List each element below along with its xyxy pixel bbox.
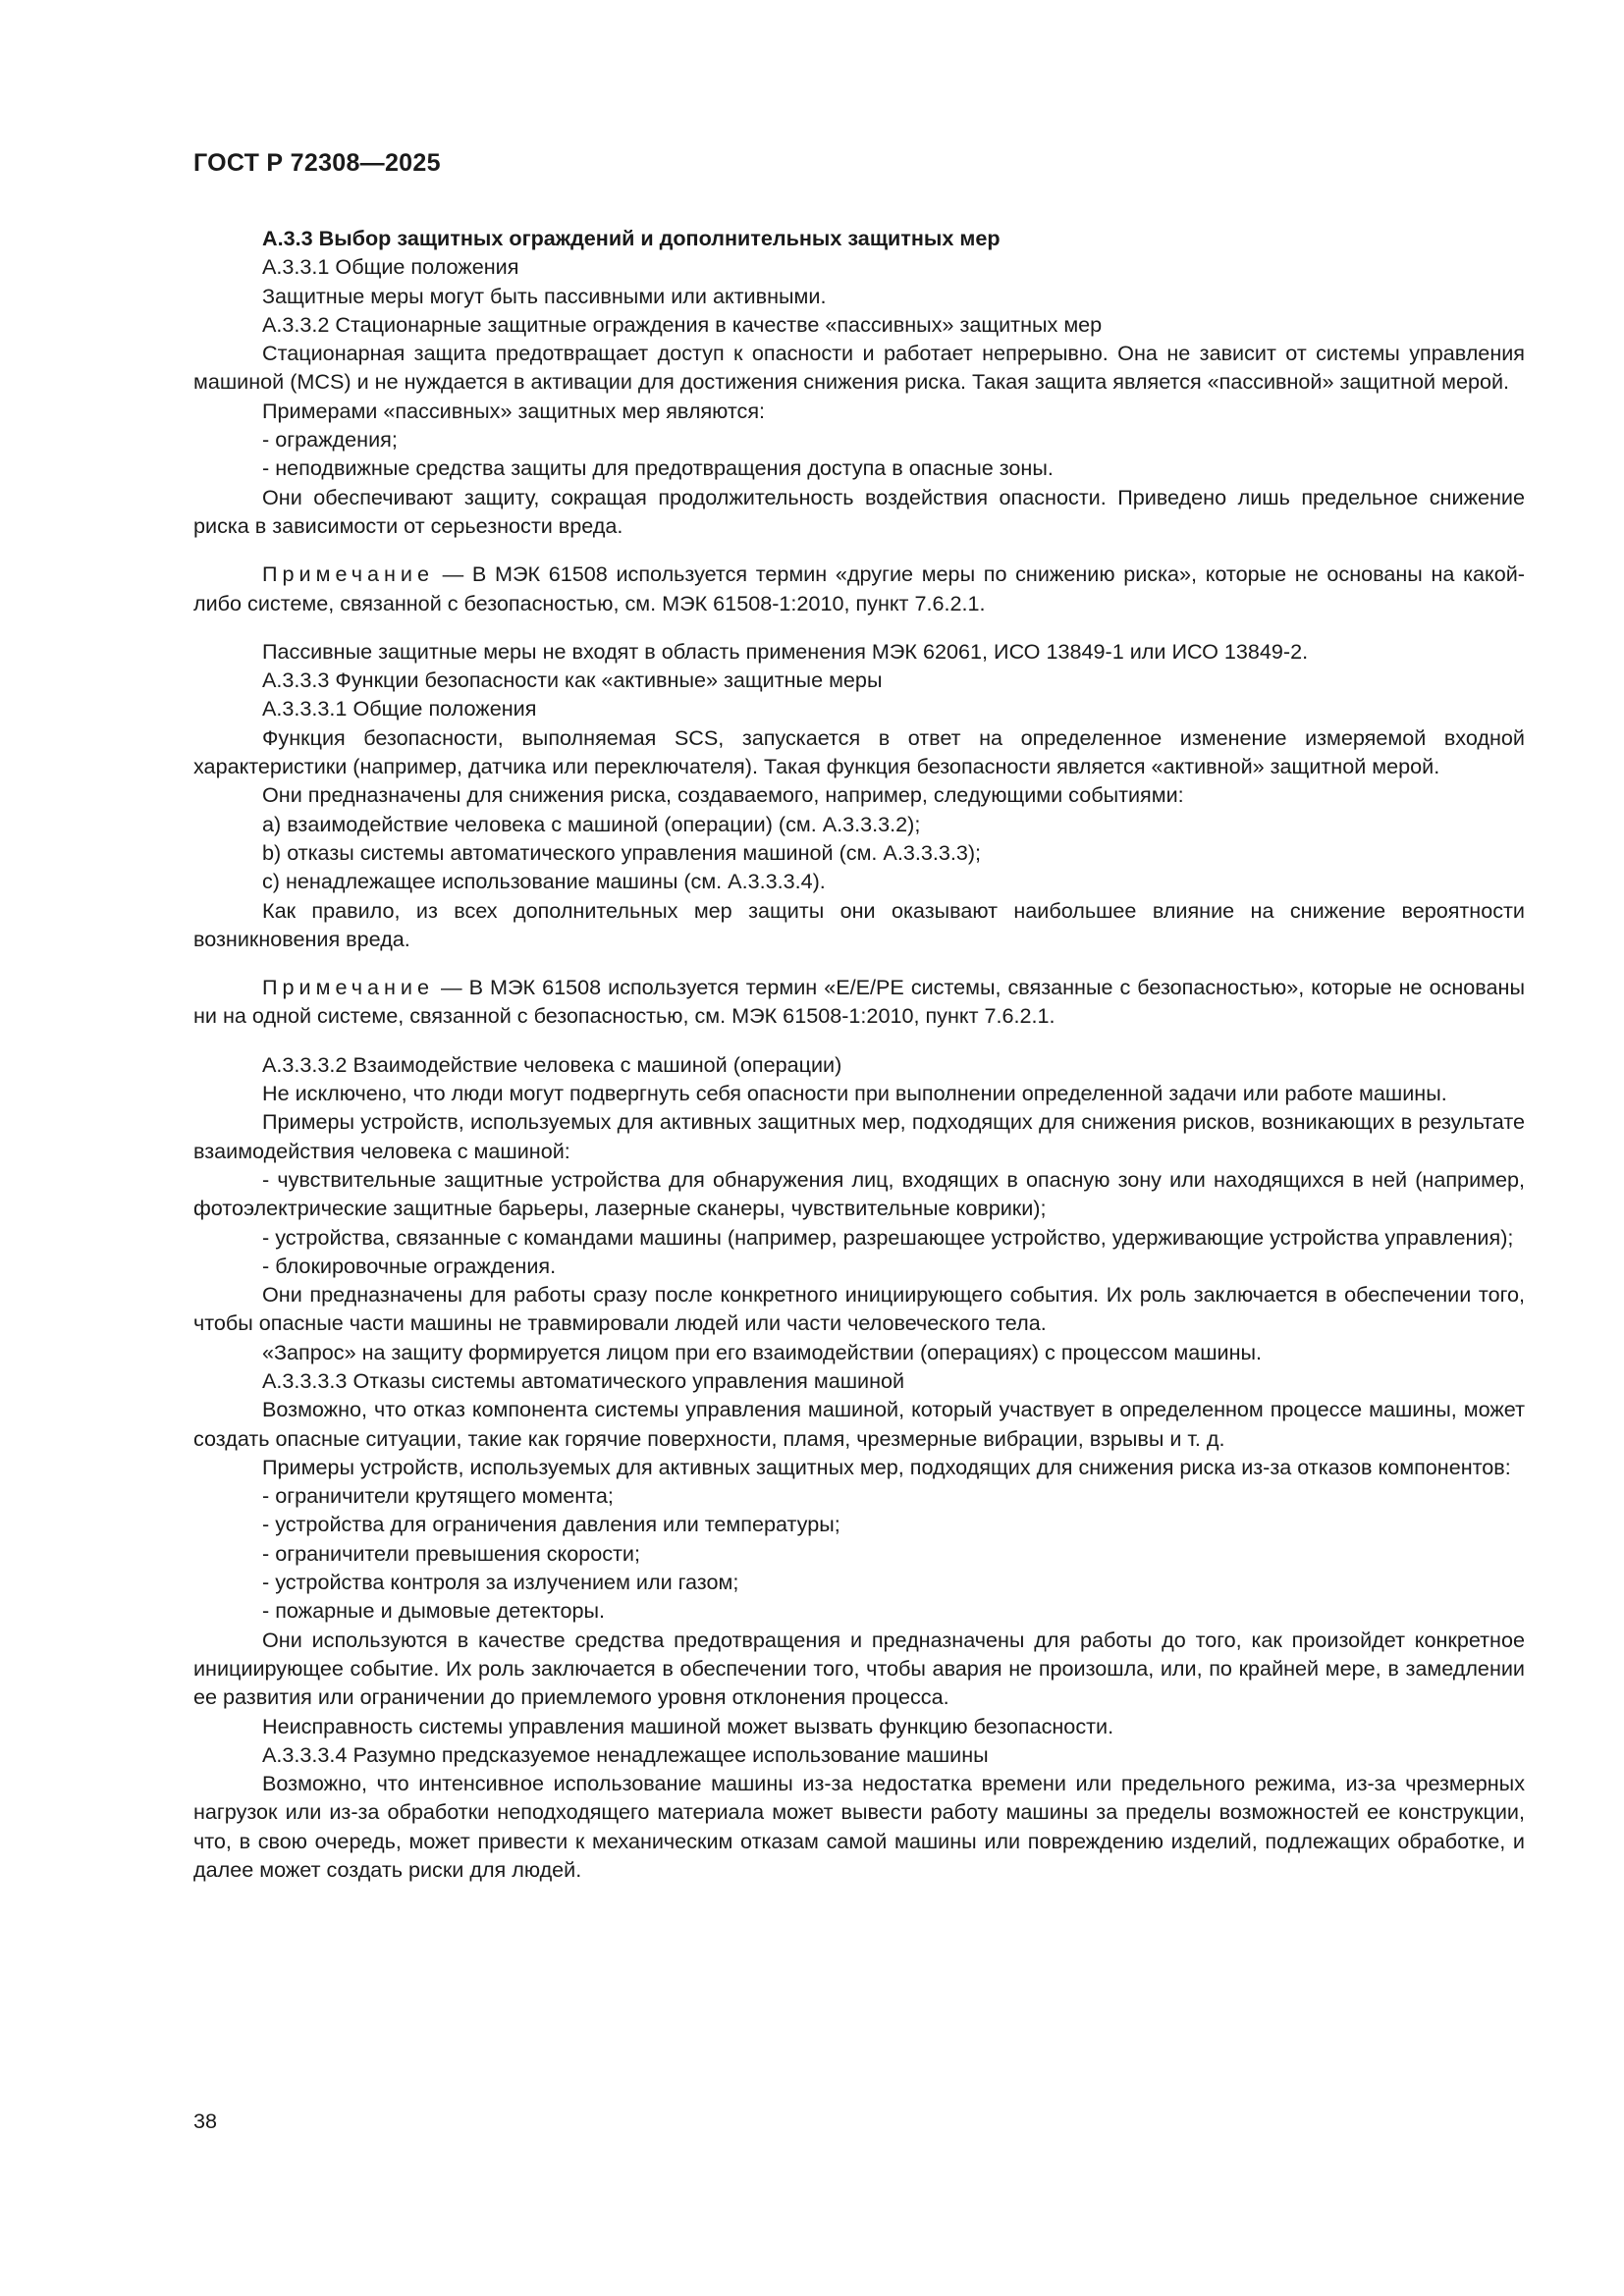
- note: [193, 560, 1525, 617]
- list-item: a) взаимодействие человека с машиной (операции) (см. А.3.3.3.2);: [262, 811, 921, 836]
- subsection-title: А.3.3.3.2 Взаимодействие человека с машиной (операции): [262, 1051, 842, 1077]
- list-item: b) отказы системы автоматического управления машиной (см. А.3.3.3.3);: [262, 839, 982, 865]
- paragraph: Возможно, что отказ компонента системы управления машиной, который участвует в определенном процессе машины, может создать опасные ситуации, такие как горячие поверхности, пламя, чрезмерные вибрации, взрывы и т. д.: [193, 1397, 1525, 1451]
- subsection-title: А.3.3.3.4 Разумно предсказуемое ненадлежащее использование машины: [262, 1741, 989, 1767]
- list-item: - ограничители превышения скорости;: [262, 1540, 640, 1566]
- paragraph: Как правило, из всех дополнительных мер защиты они оказывают наибольшее влияние на снижение вероятности возникновения вреда.: [193, 897, 1525, 951]
- paragraph: Не исключено, что люди могут подвергнуть себя опасности при выполнении определенной задачи или работе машины.: [262, 1081, 1447, 1106]
- subsection-title: А.3.3.3.3 Отказы системы автоматического управления машиной: [262, 1367, 905, 1393]
- document-body: [193, 224, 1525, 1884]
- list-item: - пожарные и дымовые детекторы.: [262, 1598, 606, 1624]
- list-item: - устройства контроля за излучением или газом;: [262, 1570, 739, 1595]
- paragraph: Защитные меры могут быть пассивными или активными.: [262, 283, 827, 308]
- subsection-title: А.3.3.2 Стационарные защитные ограждения в качестве «пассивных» защитных мер: [262, 311, 1103, 337]
- list-item: - устройства для ограничения давления или температуры;: [262, 1512, 840, 1537]
- note-text: — В МЭК 61508 используется термин «другие меры по снижению риска», которые не основаны на какой-либо системе, связанной с безопасностью, см. МЭК 61508-1:2010, пункт 7.6.2.1.: [193, 561, 1525, 615]
- paragraph: Примеры устройств, используемых для активных защитных мер, подходящих для снижения риска из-за отказов компонентов:: [262, 1454, 1511, 1479]
- subsection-title: А.3.3.3.1 Общие положения: [262, 696, 537, 721]
- note: [193, 973, 1525, 1031]
- list-item: - блокировочные ограждения.: [262, 1253, 557, 1278]
- paragraph: «Запрос» на защиту формируется лицом при его взаимодействии (операциях) с процессом машины.: [262, 1339, 1263, 1364]
- paragraph: Они обеспечивают защиту, сокращая продолжительность воздействия опасности. Приведено лишь предельное снижение риска в зависимости от серьезности вреда.: [193, 484, 1525, 538]
- paragraph: Они предназначены для работы сразу после конкретного инициирующего события. Их роль заключается в обеспечении того, чтобы опасные части машины не травмировали людей или части человеческого тела.: [193, 1282, 1525, 1336]
- list-item: - неподвижные средства защиты для предотвращения доступа в опасные зоны.: [262, 455, 1054, 481]
- paragraph: Функция безопасности, выполняемая SCS, запускается в ответ на определенное изменение измеряемой входной характеристики (например, датчика или переключателя). Такая функция безопасности является «активной» защитной мерой.: [193, 724, 1525, 779]
- page-number: 38: [193, 2109, 218, 2133]
- subsection-title: А.3.3.1 Общие положения: [262, 254, 519, 280]
- paragraph: Пассивные защитные меры не входят в область применения МЭК 62061, ИСО 13849-1 или ИСО 13849-2.: [262, 638, 1309, 664]
- list-item: - ограничители крутящего момента;: [262, 1483, 614, 1509]
- note-text: — В МЭК 61508 используется термин «E/E/PE системы, связанные с безопасностью», которые не основаны ни на одной системе, связанной с безопасностью, см. МЭК 61508-1:2010, пункт 7.6.2.1.: [193, 975, 1525, 1029]
- document-header: ГОСТ Р 72308—2025: [193, 149, 441, 177]
- paragraph: Примерами «пассивных» защитных мер являются:: [262, 398, 766, 423]
- list-item: - устройства, связанные с командами машины (например, разрешающее устройство, удерживающие устройства управления);: [262, 1224, 1514, 1250]
- list-item: - ограждения;: [262, 427, 398, 453]
- paragraph: Они предназначены для снижения риска, создаваемого, например, следующими событиями:: [262, 782, 1184, 808]
- list-item: c) ненадлежащее использование машины (см. А.3.3.3.4).: [262, 869, 826, 894]
- paragraph: Неисправность системы управления машиной может вызвать функцию безопасности.: [262, 1713, 1114, 1738]
- section-heading: А.3.3 Выбор защитных ограждений и дополнительных защитных мер: [262, 226, 1001, 250]
- paragraph: Стационарная защита предотвращает доступ к опасности и работает непрерывно. Она не зависит от системы управления машиной (MCS) и не нуждается в активации для достижения снижения риска. Такая защита является «пассивной» защитной мерой.: [193, 341, 1525, 395]
- subsection-title: А.3.3.3 Функции безопасности как «активные» защитные меры: [262, 667, 883, 693]
- note-label: Примечание: [262, 975, 434, 1000]
- paragraph: Возможно, что интенсивное использование машины из-за недостатка времени или предельного режима, из-за чрезмерных нагрузок или из-за обработки неподходящего материала может вывести работу машины за пределы возможностей ее конструкции, что, в свою очередь, может привести к механическим отказам самой машины или повреждению изделий, подлежащих обработке, и далее может создать риски для людей.: [193, 1771, 1525, 1883]
- list-item: - чувствительные защитные устройства для обнаружения лиц, входящих в опасную зону или находящихся в ней (например, фотоэлектрические защитные барьеры, лазерные сканеры, чувствительные коврики);: [193, 1166, 1525, 1221]
- paragraph: Они используются в качестве средства предотвращения и предназначены для работы до того, как произойдет конкретное инициирующее событие. Их роль заключается в обеспечении того, чтобы авария не произошла, или, по крайней мере, в замедлении ее развития или ограничении до приемлемого уровня отклонения процесса.: [193, 1627, 1525, 1710]
- note-label: Примечание: [262, 561, 434, 587]
- paragraph: Примеры устройств, используемых для активных защитных мер, подходящих для снижения рисков, возникающих в результате взаимодействия человека с машиной:: [193, 1109, 1525, 1163]
